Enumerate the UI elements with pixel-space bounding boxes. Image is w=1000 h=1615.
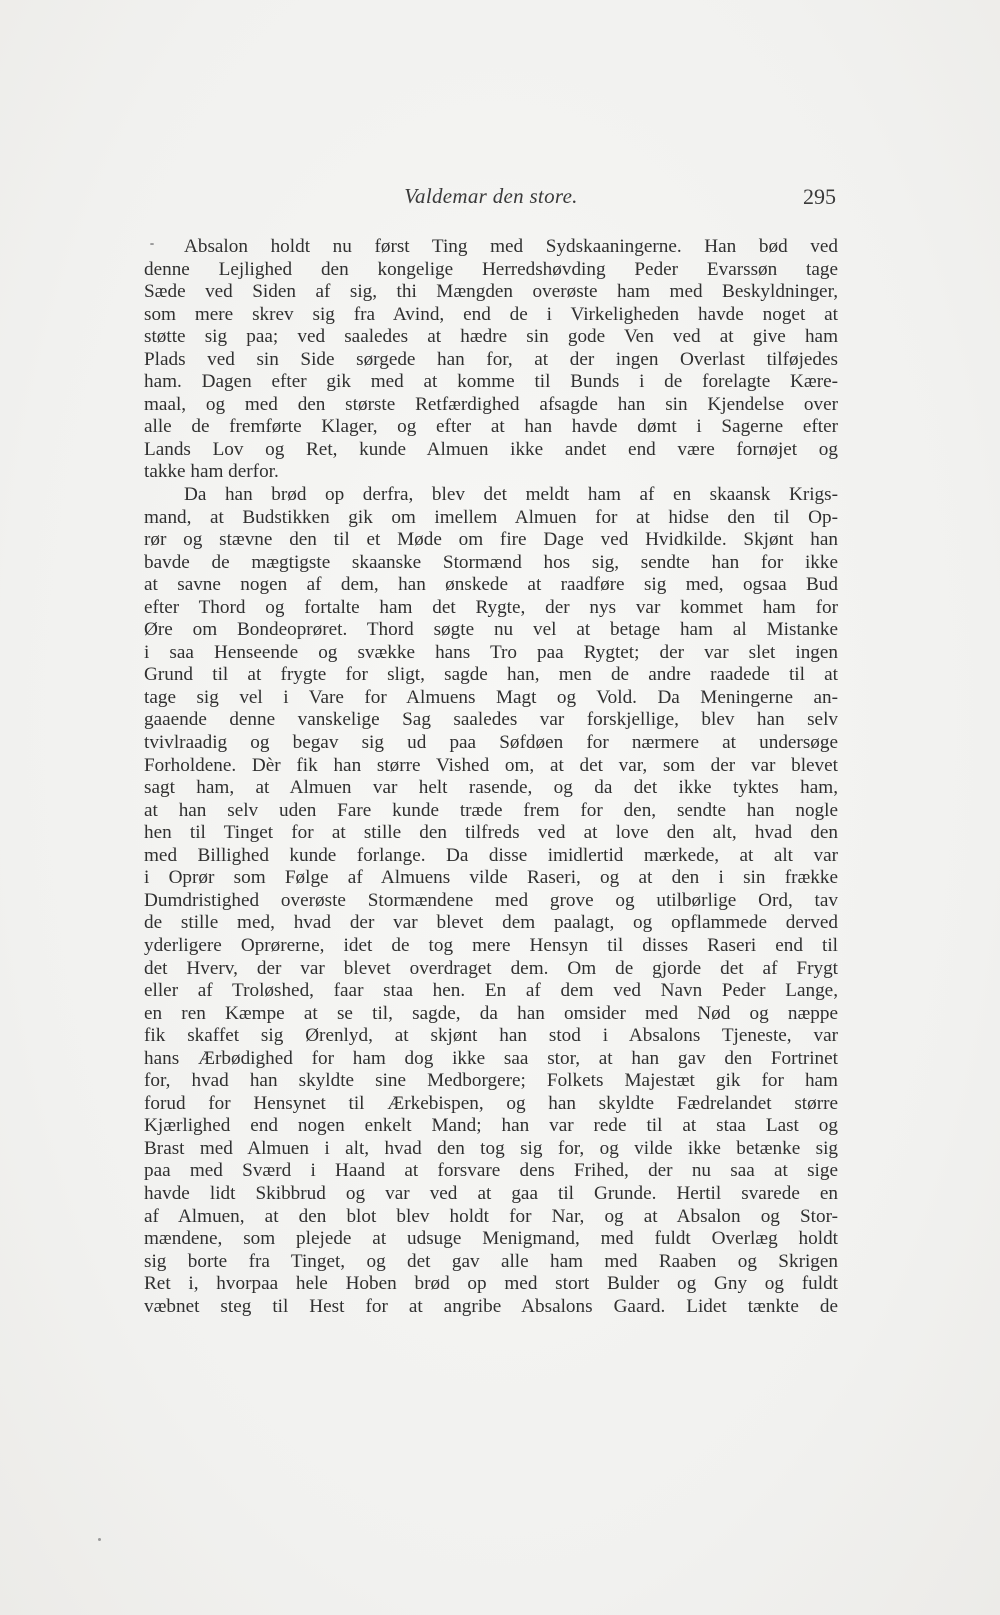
text-line: hen til Tinget for at stille den tilfreds ved at love den alt, hvad den (144, 822, 838, 844)
text-line: væbnet steg til Hest for at angribe Absalons Gaard. Lidet tænkte de (144, 1295, 838, 1317)
text-line: for, hvad han skyldte sine Medborgere; Folkets Majestæt gik for ham (144, 1070, 838, 1092)
text-line: Da han brød op derfra, blev det meldt ham af en skaansk Krigs- (184, 484, 838, 506)
paper-speck (150, 243, 154, 245)
text-line: mændene, som plejede at udsuge Menigmand, med fuldt Overlæg holdt (144, 1228, 838, 1250)
text-line: i Oprør som Følge af Almuens vilde Raseri, og at den i sin frække (144, 867, 838, 889)
text-line: denne Lejlighed den kongelige Herredshøvding Peder Evarssøn tage (144, 258, 838, 280)
text-line: støtte sig paa; ved saaledes at hædre sin gode Ven ved at give ham (144, 326, 838, 348)
text-line: Absalon holdt nu først Ting med Sydskaaningerne. Han bød ved (184, 236, 838, 257)
running-head (146, 184, 836, 214)
text-line: takke ham derfor. (144, 461, 279, 483)
running-title: Valdemar den store. (404, 184, 578, 208)
text-line: at han selv uden Fare kunde træde frem for den, sendte han nogle (144, 799, 838, 821)
text-line: en ren Kæmpe at se til, sagde, da han omsider med Nød og næppe (144, 1002, 838, 1024)
text-line: af Almuen, at den blot blev holdt for Nar, og at Absalon og Stor- (144, 1205, 838, 1227)
text-line: gaaende denne vanskelige Sag saaledes var forskjellige, blev han selv (144, 709, 838, 731)
text-line: Ret i, hvorpaa hele Hoben brød op med stort Bulder og Gny og fuldt (144, 1273, 838, 1295)
text-line: Plads ved sin Side sørgede han for, at der ingen Overlast tilføjedes (144, 348, 838, 370)
text-line: Grund til at frygte for sligt, sagde han, men de andre raadede til at (144, 664, 838, 686)
text-line: Brast med Almuen i alt, hvad den tog sig for, og vilde ikke betænke sig (144, 1137, 838, 1159)
text-line: de stille med, hvad der var blevet dem paalagt, og opflammede derved (144, 912, 838, 934)
body-text (144, 236, 838, 1318)
text-line: Lands Lov og Ret, kunde Almuen ikke andet end være fornøjet og (144, 438, 838, 460)
text-line: forud for Hensynet til Ærkebispen, og han skyldte Fædrelandet større (144, 1092, 838, 1114)
text-line: bavde de mægtigste skaanske Stormænd hos sig, sendte han for ikke (144, 551, 838, 573)
text-line: tage sig vel i Vare for Almuens Magt og Vold. Da Meningerne an- (144, 686, 838, 708)
text-line: efter Thord og fortalte ham det Rygte, der nys var kommet ham for (144, 596, 838, 618)
text-line: alle de fremførte Klager, og efter at han havde dømt i Sagerne efter (144, 416, 838, 438)
text-line: sig borte fra Tinget, og det gav alle ham med Raaben og Skrigen (144, 1250, 838, 1272)
text-line: tvivlraadig og begav sig ud paa Søfdøen for nærmere at undersøge (144, 732, 838, 754)
text-line: havde lidt Skibbrud og var ved at gaa til Grunde. Hertil svarede en (144, 1182, 838, 1204)
text-line: det Hverv, der var blevet overdraget dem. Om de gjorde det af Frygt (144, 957, 838, 979)
text-line: paa med Sværd i Haand at forsvare dens Frihed, der nu saa at sige (144, 1160, 838, 1182)
text-line: med Billighed kunde forlange. Da disse imidlertid mærkede, at alt var (144, 844, 838, 866)
text-line: Dumdristighed overøste Stormændene med grove og utilbørlige Ord, tav (144, 889, 838, 911)
page-number: 295 (803, 184, 836, 209)
text-line: Kjærlighed end nogen enkelt Mand; han var rede til at staa Last og (144, 1115, 838, 1137)
text-line: ham. Dagen efter gik med at komme til Bunds i de forelagte Kære- (144, 371, 838, 393)
text-line: mand, at Budstikken gik om imellem Almuen for at hidse den til Op- (144, 506, 838, 528)
text-line: hans Ærbødighed for ham dog ikke saa stor, at han gav den Fortrinet (144, 1047, 838, 1069)
text-line: Forholdene. Dèr fik han større Vished om, at det var, som der var blevet (144, 754, 838, 776)
text-line: rør og stævne den til et Møde om fire Dage ved Hvidkilde. Skjønt han (144, 529, 838, 551)
text-line: maal, og med den største Retfærdighed afsagde han sin Kjendelse over (144, 393, 838, 415)
text-line: fik skaffet sig Ørenlyd, at skjønt han stod i Absalons Tjeneste, var (144, 1025, 838, 1047)
text-line: Sæde ved Siden af sig, thi Mængden overøste ham med Beskyldninger, (144, 281, 838, 303)
text-line: yderligere Oprørerne, idet de tog mere Hensyn til disses Raseri end til (144, 934, 838, 956)
text-line: som mere skrev sig fra Avind, end de i Virkeligheden havde noget at (144, 303, 838, 325)
text-line: sagt ham, at Almuen var helt rasende, og da det ikke tyktes ham, (144, 777, 838, 799)
text-line: eller af Troløshed, faar staa hen. En af dem ved Navn Peder Lange, (144, 980, 838, 1002)
paper-speck (98, 1538, 101, 1541)
text-line: at savne nogen af dem, han ønskede at raadføre sig med, ogsaa Bud (144, 574, 838, 596)
text-line: Øre om Bondeoprøret. Thord søgte nu vel at betage ham al Mistanke (144, 619, 838, 641)
text-line: i saa Henseende og svække hans Tro paa Rygtet; der var slet ingen (144, 641, 838, 663)
